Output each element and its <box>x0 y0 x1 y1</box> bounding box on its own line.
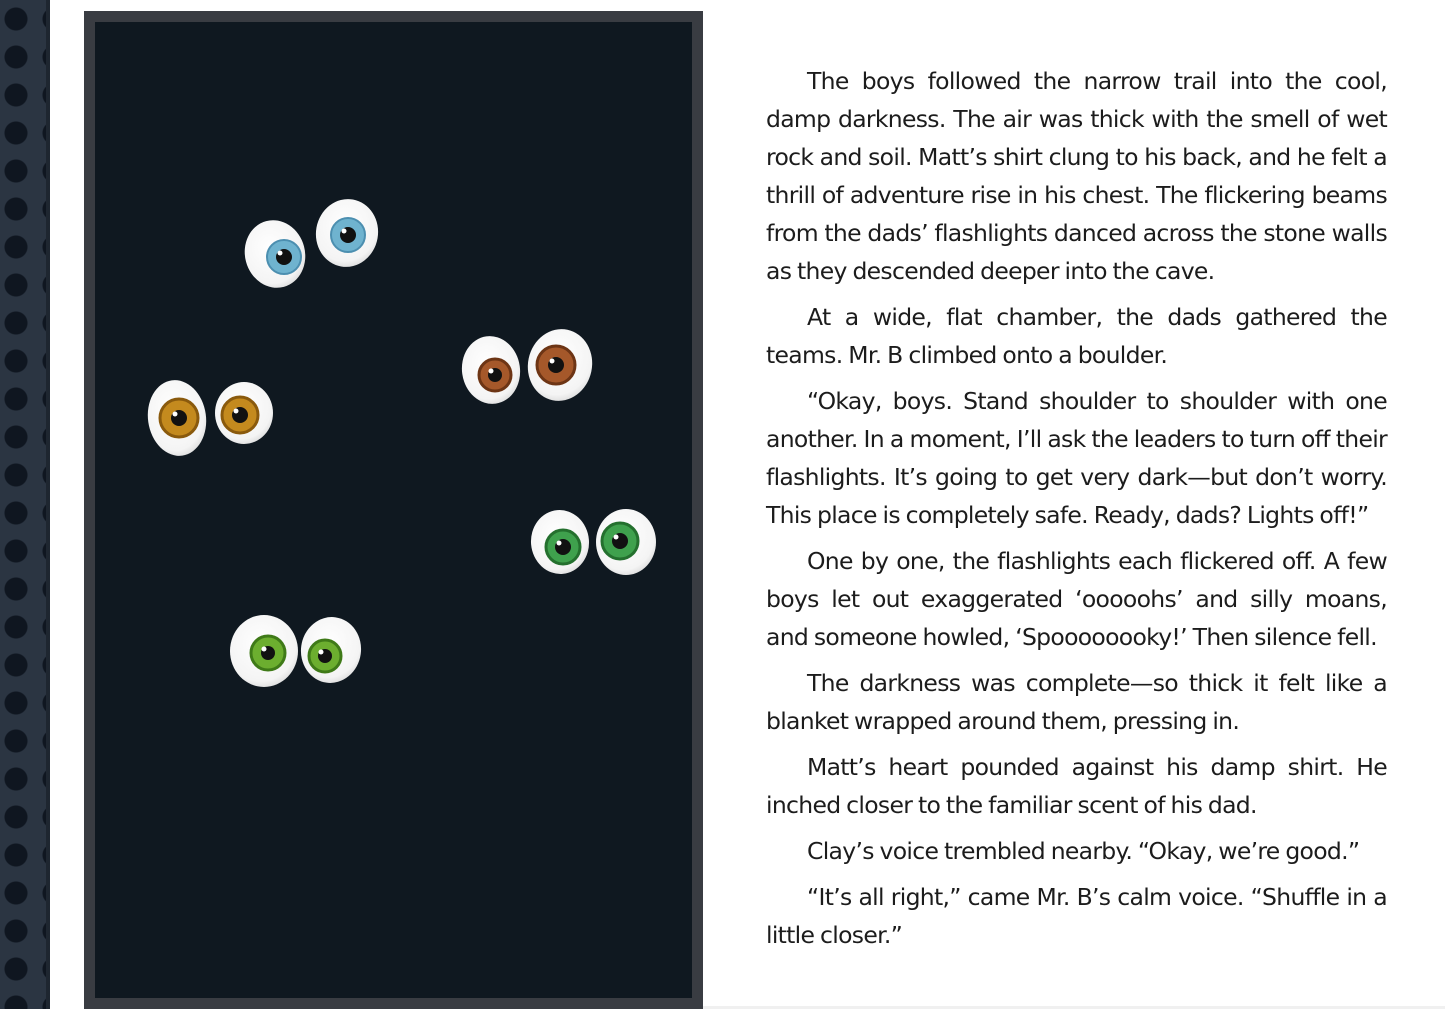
story-paragraph: At a wide, flat chamber, the dads gathered the teams. Mr. B climbed onto a boulder. <box>766 303 1387 369</box>
illustration-frame <box>84 11 703 1009</box>
eye-pair-brown <box>458 323 599 408</box>
eye-glint <box>342 229 347 234</box>
eye-pair-amber <box>143 376 273 459</box>
dark-cave-illustration <box>95 22 692 998</box>
eye-glint <box>278 251 283 256</box>
eye-glint <box>550 359 555 364</box>
story-paragraph: The darkness was complete—so thick it felt like a blanket wrapped around them, pressing in. <box>766 669 1387 735</box>
story-paragraph: One by one, the flashlights each flickered off. A few boys let out exaggerated ‘ooooohs’ and silly moans, and someone howled, ‘Spoooooooky!’ Then silence fell. <box>766 547 1387 651</box>
story-paragraph: The boys followed the narrow trail into the cool, damp darkness. The air was thick with the smell of wet rock and soil. Matt’s shirt clung to his back, and he felt a thrill of adventure rise in his chest. The flickering beams from the dads’ flashlights danced across the stone walls as they descended deeper into the cave. <box>766 67 1387 285</box>
spine-edge <box>46 0 50 1009</box>
story-paragraph: Matt’s heart pounded against his damp shirt. He inched closer to the familiar scent of his dad. <box>766 753 1387 819</box>
eye-glint <box>489 369 494 374</box>
story-text <box>766 62 1387 962</box>
eye-glint <box>319 650 324 655</box>
glowing-eyes-illustration <box>95 22 692 998</box>
eye-glint <box>173 412 178 417</box>
dotted-spine <box>0 0 50 1009</box>
eye-glint <box>614 535 619 540</box>
eye-pair-blue <box>237 194 383 294</box>
eye-pair-lime <box>230 613 365 687</box>
eye-glint <box>234 409 239 414</box>
eye-glint <box>262 647 267 652</box>
story-paragraph: Clay’s voice trembled nearby. “Okay, we’re good.” <box>807 837 1360 865</box>
story-paragraph: “It’s all right,” came Mr. B’s calm voice. “Shuffle in a little closer.” <box>766 883 1387 949</box>
eye-pair-green <box>528 508 656 577</box>
eye-glint <box>557 541 562 546</box>
story-paragraph: “Okay, boys. Stand shoulder to shoulder with one another. In a moment, I’ll ask the leaders to turn off their flashlights. It’s going to get very dark—but don’t worry. This place is completely safe. Ready, dads? Lights off!” <box>766 387 1387 529</box>
